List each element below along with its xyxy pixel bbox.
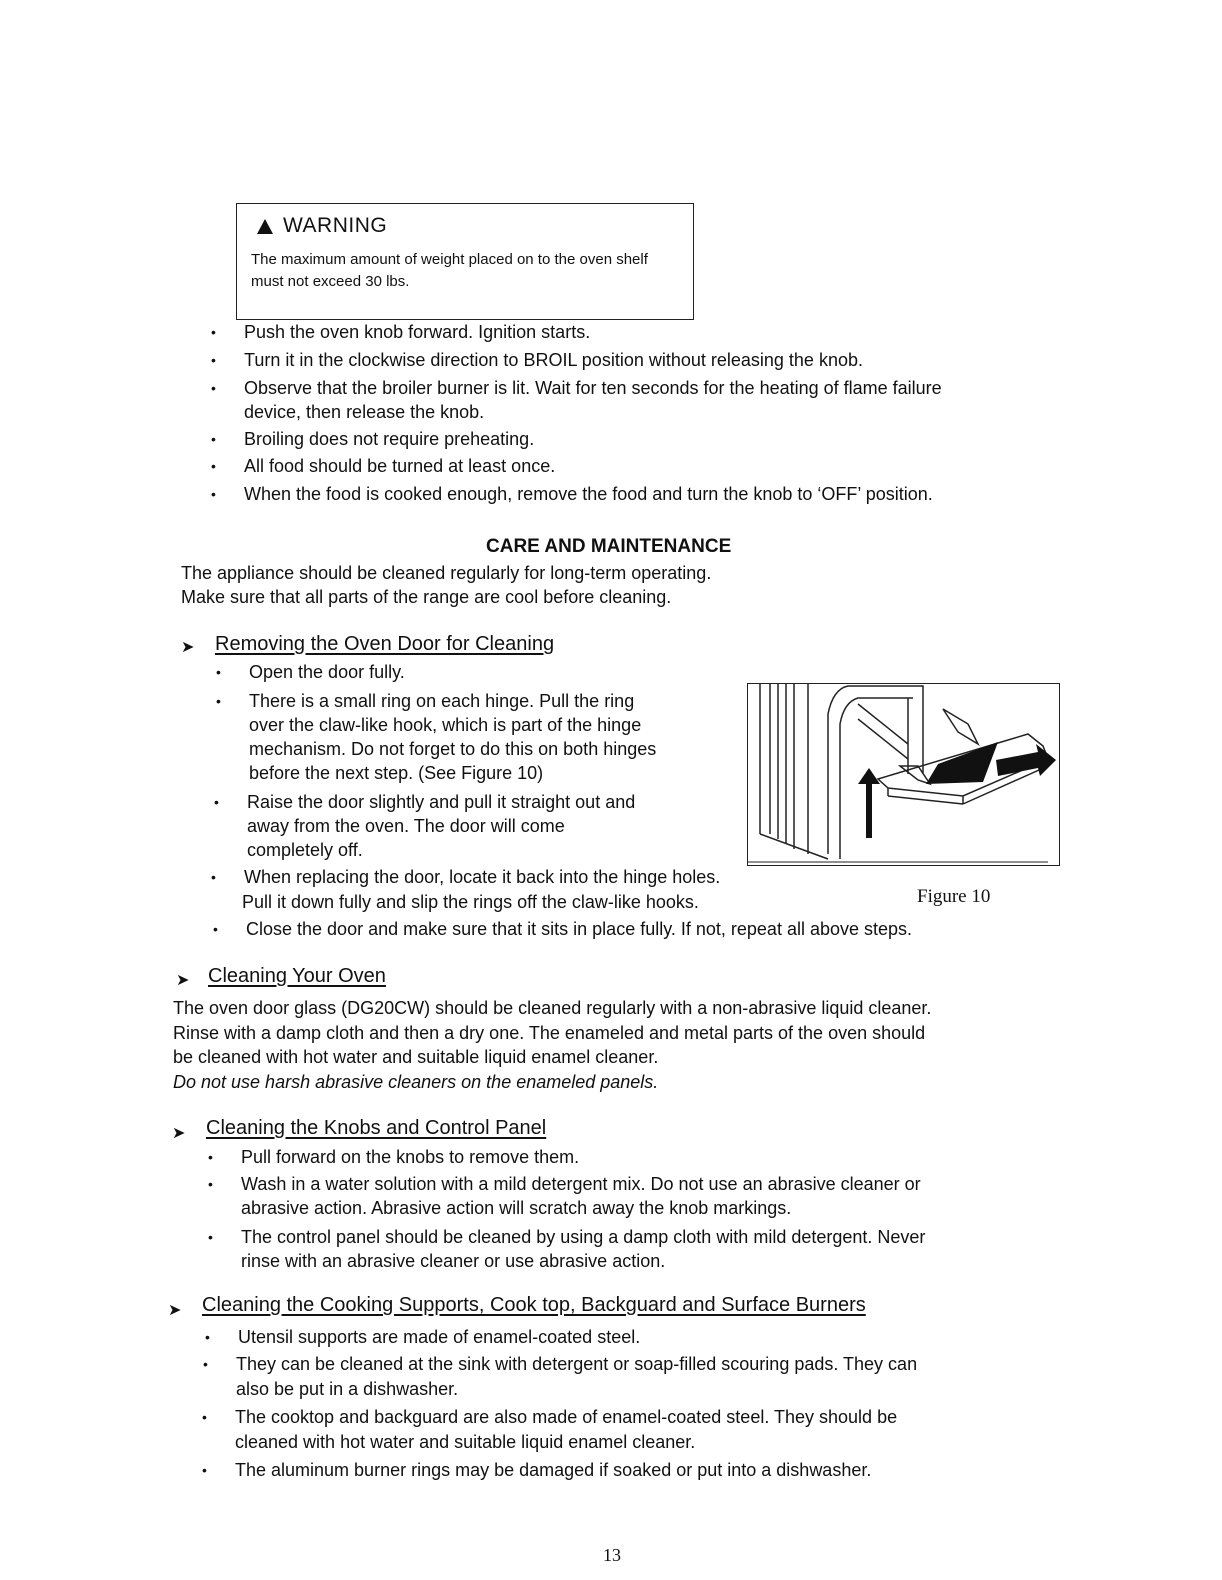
door-step: • Open the door fully. [249,661,405,683]
broil-step: • When the food is cooked enough, remove the food and turn the knob to ‘OFF’ position. [244,483,933,505]
oven-cleaning-caution: Do not use harsh abrasive cleaners on the enameled panels. [173,1072,659,1092]
oven-cleaning-line: Rinse with a damp cloth and then a dry one. The enameled and metal parts of the oven should [173,1023,926,1043]
warning-box [236,203,694,320]
section-title: CARE AND MAINTENANCE [486,536,732,557]
knob-step: • Pull forward on the knobs to remove them. [241,1146,579,1168]
broil-step: • Broiling does not require preheating. [244,428,534,450]
warning-triangle-icon [257,219,273,234]
supports-step: • The cooktop and backguard are also made of enamel-coated steel. They should be [235,1406,897,1428]
page-number: 13 [603,1545,621,1565]
subsection-heading: Cleaning the Knobs and Control Panel [206,1117,547,1139]
arrow-bullet-icon: ➤ [168,1302,182,1319]
broil-step: • Push the oven knob forward. Ignition starts. [244,321,590,343]
broil-step-continuation: device, then release the knob. [244,402,485,422]
supports-step: • The aluminum burner rings may be damaged if soaked or put into a dishwasher. [235,1459,871,1481]
door-step: • When replacing the door, locate it back into the hinge holes. [244,866,720,888]
arrow-bullet-icon: ➤ [172,1125,186,1142]
broil-step: • Turn it in the clockwise direction to BROIL position without releasing the knob. [244,349,863,371]
door-step: • Close the door and make sure that it sits in place fully. If not, repeat all above steps. [246,918,912,940]
door-step-line: mechanism. Do not forget to do this on both hinges [249,739,657,759]
subsection-heading: Cleaning the Cooking Supports, Cook top, Backguard and Surface Burners [202,1294,866,1316]
oven-cleaning-line: be cleaned with hot water and suitable liquid enamel cleaner. [173,1047,659,1067]
door-step-line: completely off. [247,840,363,860]
door-step-line: away from the oven. The door will come [247,816,565,836]
warning-title-row [257,214,387,238]
warning-title: WARNING [283,214,388,237]
figure-caption: Figure 10 [917,886,991,907]
supports-step-line: also be put in a dishwasher. [236,1379,459,1399]
supports-step: • They can be cleaned at the sink with detergent or soap-filled scouring pads. They can [236,1353,917,1375]
subsection-heading: Removing the Oven Door for Cleaning [215,633,555,655]
broil-step: • Observe that the broiler burner is lit. Wait for ten seconds for the heating of flame failure [244,377,942,399]
door-step: • There is a small ring on each hinge. Pull the ring [249,690,634,712]
knob-step: • The control panel should be cleaned by using a damp cloth with mild detergent. Never [241,1226,925,1248]
knob-step: • Wash in a water solution with a mild detergent mix. Do not use an abrasive cleaner or [241,1173,921,1195]
broil-step: • All food should be turned at least once. [244,455,555,477]
oven-cleaning-line: The oven door glass (DG20CW) should be cleaned regularly with a non-abrasive liquid cleaner. [173,998,932,1018]
door-step-line: before the next step. (See Figure 10) [249,763,544,783]
supports-step: • Utensil supports are made of enamel-coated steel. [238,1326,640,1348]
arrow-bullet-icon: ➤ [176,972,190,989]
arrow-bullet-icon: ➤ [181,639,195,656]
knob-step-line: abrasive action. Abrasive action will scratch away the knob markings. [241,1198,792,1218]
knob-step-line: rinse with an abrasive cleaner or use abrasive action. [241,1251,666,1271]
supports-step-line: cleaned with hot water and suitable liquid enamel cleaner. [235,1432,696,1452]
door-step-line: over the claw-like hook, which is part of the hinge [249,715,642,735]
subsection-heading: Cleaning Your Oven [208,965,386,987]
care-intro-line: The appliance should be cleaned regularly for long-term operating. [181,563,712,583]
warning-text: The maximum amount of weight placed on to the oven shelf must not exceed 30 lbs. [251,251,648,290]
door-step-line: Pull it down fully and slip the rings off the claw-like hooks. [242,892,699,912]
care-intro-line: Make sure that all parts of the range are cool before cleaning. [181,587,672,607]
figure-10-image [747,683,1060,866]
door-step: • Raise the door slightly and pull it straight out and [247,791,635,813]
oven-door-illustration [748,684,1058,864]
